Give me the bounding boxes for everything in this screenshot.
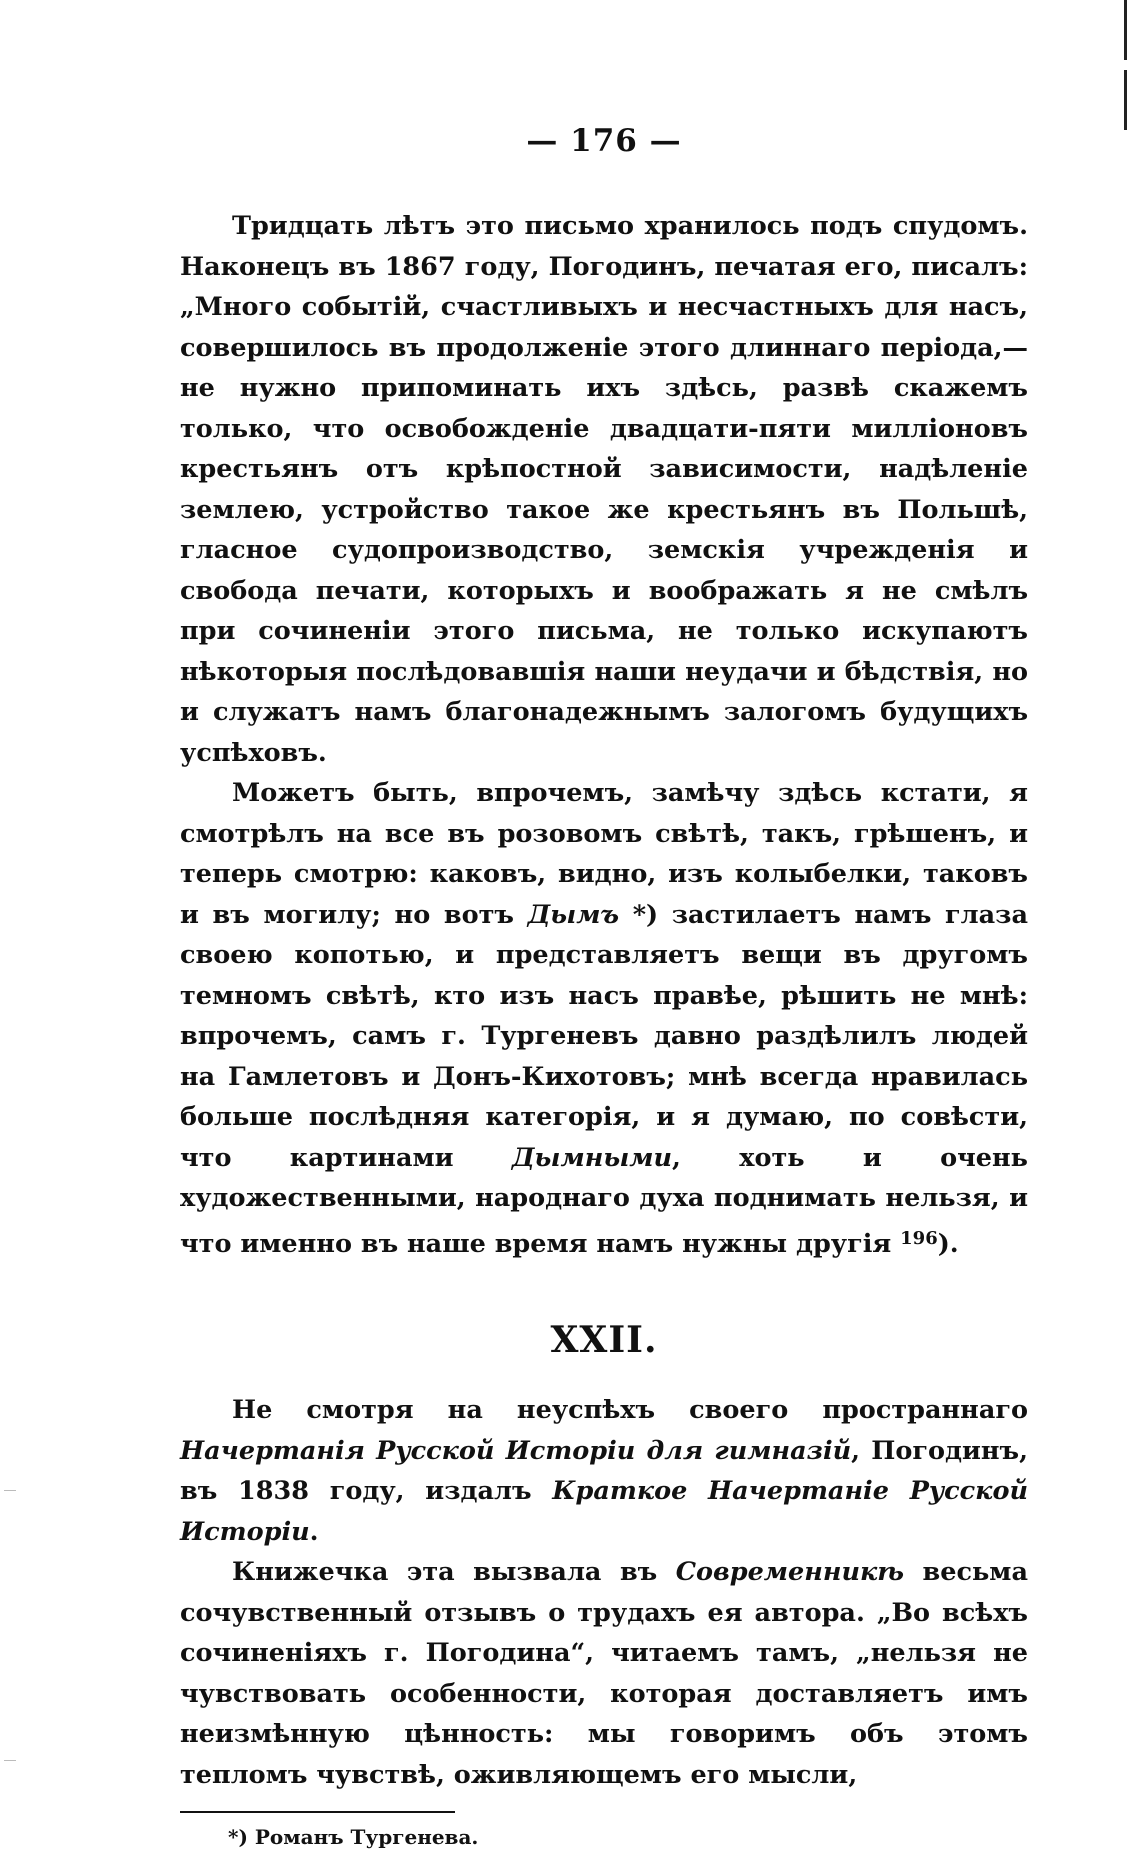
- footnote: *) Романъ Тургенева.: [228, 1825, 479, 1849]
- text-span: , Погодинъ, въ 1838 году, издалъ: [180, 1435, 1028, 1506]
- text-span: весьма сочувственный отзывъ о трудахъ ея автора. „Во всѣхъ сочиненіяхъ г. Погодина“, читаемъ тамъ, „нельзя не чувствовать особенности, которая доставляетъ имъ неизмѣнную цѣнность: мы говоримъ объ этомъ тепломъ чувствѣ, оживляющемъ его мысли,: [180, 1557, 1028, 1790]
- footnote-reference: 196: [900, 1227, 938, 1249]
- text-span: *) застилаетъ намъ глаза своею копотью, и представляетъ вещи въ другомъ темномъ свѣтѣ, кто изъ насъ правѣе, рѣшить не мнѣ: впрочемъ, самъ г. Тургеневъ давно раздѣлилъ людей на Гамлетовъ и Донъ-Кихотовъ; мнѣ всегда нравилась больше послѣдняя категорія, и я думаю, по совѣсти, что картинами: [180, 899, 1028, 1173]
- text-span: ).: [937, 1228, 959, 1259]
- scan-mark: [4, 1760, 16, 1761]
- italic-title: Краткое Начертаніе Русской Исторіи: [180, 1476, 1028, 1547]
- chapter-paragraph-1: [180, 1390, 1028, 1552]
- page-number: — 176 —: [526, 123, 682, 159]
- text-span: Не смотря на неуспѣхъ своего пространнаго: [232, 1395, 1028, 1425]
- italic-journal: Современникѣ: [675, 1557, 905, 1587]
- footnote-divider: [180, 1811, 455, 1813]
- paragraph-2: [180, 773, 1028, 1264]
- paragraph-1: Тридцать лѣтъ это письмо хранилось подъ спудомъ. Наконецъ въ 1867 году, Погодинъ, печатая его, писалъ: „Много событій, счастливыхъ и несчастныхъ для насъ, совершилось въ продолженіе этого длиннаго періода,—не нужно припоминать ихъ здѣсь, развѣ скажемъ только, что освобожденіе двадцати-пяти милліоновъ крестьянъ отъ крѣпостной зависимости, надѣленіе землею, устройство такое же крестьянъ въ Польшѣ, гласное судопроизводство, земскія учрежденія и свобода печати, которыхъ и воображать я не смѣлъ при сочиненіи этого письма, не только искупаютъ нѣкоторыя послѣдовавшія наши неудачи и бѣдствія, но и служатъ намъ благонадежнымъ залогомъ будущихъ успѣховъ.: [180, 211, 1028, 768]
- text-span: , хоть и очень художественными, народнаго духа поднимать нельзя, и что именно въ наше время намъ нужны другія: [180, 1142, 1028, 1259]
- page-edge-line: [1124, 70, 1127, 130]
- page-edge-line: [1124, 0, 1127, 60]
- chapter-heading: XXII.: [550, 1319, 658, 1361]
- italic-title-dym: Дымъ: [527, 899, 620, 930]
- text-span: Можетъ быть, впрочемъ, замѣчу здѣсь кстати, я смотрѣлъ на все въ розовомъ свѣтѣ, такъ, грѣшенъ, и теперь смотрю: каковъ, видно, изъ колыбелки, таковъ и въ могилу; но вотъ: [180, 778, 1028, 930]
- chapter-paragraph-2: [180, 1552, 1028, 1795]
- italic-dymnymi: Дымными: [511, 1142, 673, 1173]
- scan-mark: [4, 1490, 16, 1491]
- text-span: Книжечка эта вызвала въ: [232, 1557, 658, 1587]
- italic-title: Начертанія Русской Исторіи для гимназій: [180, 1435, 852, 1466]
- book-page: [180, 118, 1028, 1851]
- text-span: .: [309, 1516, 319, 1547]
